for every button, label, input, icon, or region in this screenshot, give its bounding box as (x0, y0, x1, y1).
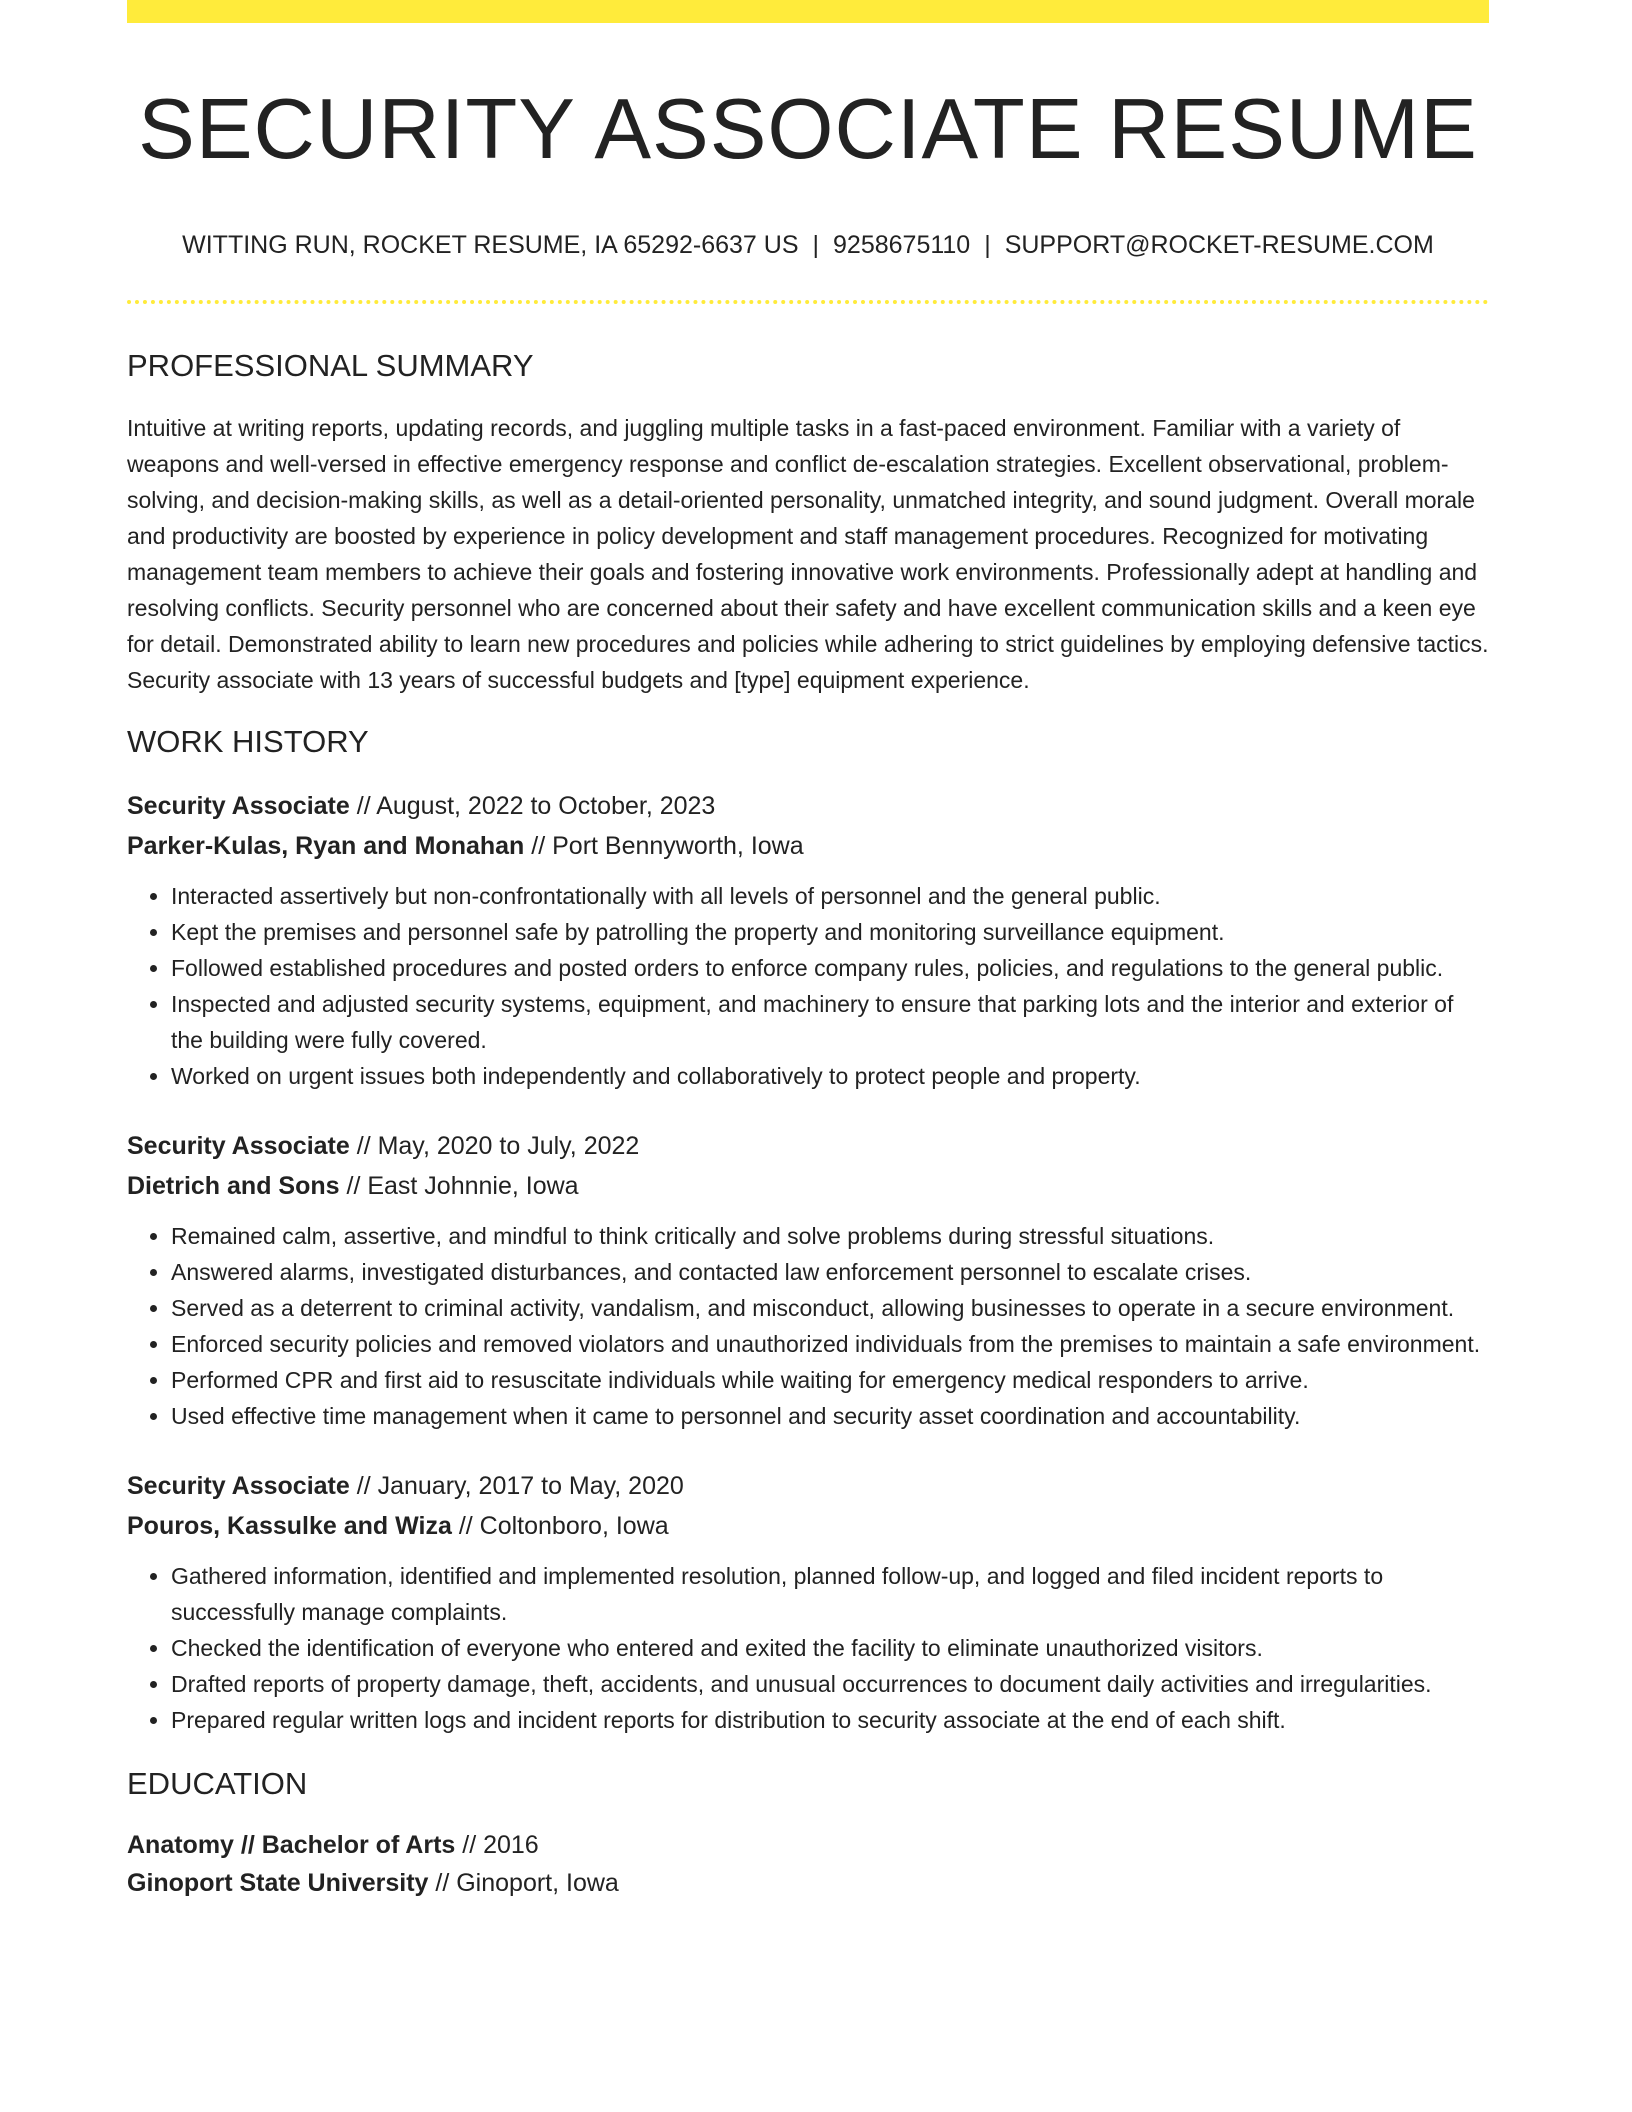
job-company-line (127, 826, 1489, 866)
resume-title: SECURITY ASSOCIATE RESUME (138, 82, 1478, 177)
contact-email: SUPPORT@ROCKET-RESUME.COM (1004, 231, 1434, 259)
job-bullet: • Kept the premises and personnel safe by patrolling the property and monitoring surveillance equipment. (171, 914, 1489, 950)
job-bullet: • Inspected and adjusted security systems, equipment, and machinery to ensure that parking lots and the interior and exterior of the building were fully covered. (171, 986, 1489, 1058)
job-bullet: • Followed established procedures and posted orders to enforce company rules, policies, and regulations to the general public. (171, 950, 1489, 986)
dotted-divider (127, 300, 1489, 304)
job-location: // Coltonboro, Iowa (451, 1512, 669, 1541)
top-accent-bar (127, 0, 1489, 23)
education-location: // Ginoport, Iowa (428, 1869, 619, 1898)
job-entry (127, 1126, 1489, 1434)
contact-address: WITTING RUN, ROCKET RESUME, IA 65292-6637 US (182, 231, 799, 259)
job-bullet: • Interacted assertively but non-confrontationally with all levels of personnel and the general public. (171, 878, 1489, 914)
job-bullets (127, 878, 1489, 1094)
job-title-line (127, 786, 1489, 826)
education-heading: EDUCATION (127, 1766, 308, 1802)
education-year: // 2016 (455, 1831, 539, 1860)
contact-line (127, 229, 1489, 262)
job-bullets (127, 1558, 1489, 1738)
contact-separator: | (984, 231, 991, 259)
job-dates: // January, 2017 to May, 2020 (349, 1472, 684, 1501)
job-dates: // August, 2022 to October, 2023 (349, 792, 716, 821)
job-bullet: • Answered alarms, investigated disturbances, and contacted law enforcement personnel to escalate crises. (171, 1254, 1489, 1290)
work-history-heading: WORK HISTORY (127, 723, 369, 759)
job-location: // East Johnnie, Iowa (339, 1172, 579, 1201)
job-title: Security Associate (127, 792, 350, 821)
work-history-section (127, 722, 1489, 1738)
job-bullet: • Performed CPR and first aid to resuscitate individuals while waiting for emergency medical responders to arrive. (171, 1362, 1489, 1398)
education-school-line (127, 1864, 1489, 1902)
job-bullet: • Remained calm, assertive, and mindful to think critically and solve problems during stressful situations. (171, 1218, 1489, 1254)
education-entry (127, 1826, 1489, 1902)
education-degree-line (127, 1826, 1489, 1864)
education-degree: Anatomy // Bachelor of Arts (127, 1831, 456, 1860)
job-bullet: • Prepared regular written logs and incident reports for distribution to security associate at the end of each shift. (171, 1702, 1489, 1738)
job-company-line (127, 1166, 1489, 1206)
job-bullets (127, 1218, 1489, 1434)
contact-phone: 9258675110 (833, 231, 971, 259)
contact-separator: | (812, 231, 820, 259)
job-company: Dietrich and Sons (127, 1172, 340, 1201)
education-school: Ginoport State University (127, 1869, 429, 1898)
job-bullet: • Enforced security policies and removed violators and unauthorized individuals from the premises to maintain a safe environment. (171, 1326, 1489, 1362)
job-title-line (127, 1466, 1489, 1506)
job-dates: // May, 2020 to July, 2022 (349, 1132, 640, 1161)
summary-heading: PROFESSIONAL SUMMARY (127, 347, 534, 383)
job-title: Security Associate (127, 1472, 350, 1501)
job-location: // Port Bennyworth, Iowa (524, 832, 804, 861)
job-company-line (127, 1506, 1489, 1546)
summary-section (127, 346, 1489, 698)
job-title: Security Associate (127, 1132, 350, 1161)
job-bullet: • Worked on urgent issues both independently and collaboratively to protect people and property. (171, 1058, 1489, 1094)
job-bullet: • Gathered information, identified and implemented resolution, planned follow-up, and logged and filed incident reports to successfully manage complaints. (171, 1558, 1489, 1630)
summary-text: Intuitive at writing reports, updating records, and juggling multiple tasks in a fast-paced environment. Familiar with a variety of weapons and well-versed in effective emergency response and conflict de-escalation strategies. Excellent observational, problem-solving, and decision-making skills, as well as a detail-oriented personality, unmatched integrity, and sound judgment. Overall morale and productivity are boosted by experience in policy development and staff management procedures. Recognized for motivating management team members to achieve their goals and fostering innovative work environments. Professionally adept at handling and resolving conflicts. Security personnel who are concerned about their safety and have excellent communication skills and a keen eye for detail. Demonstrated ability to learn new procedures and policies while adhering to strict guidelines by employing defensive tactics. Security associate with 13 years of successful budgets and [type] equipment experience. (127, 414, 1489, 693)
job-bullet: • Checked the identification of everyone who entered and exited the facility to eliminate unauthorized visitors. (171, 1630, 1489, 1666)
resume-page (127, 0, 1489, 1902)
job-company: Pouros, Kassulke and Wiza (127, 1512, 452, 1541)
job-entry (127, 786, 1489, 1094)
job-entry (127, 1466, 1489, 1738)
job-bullet: • Served as a deterrent to criminal activity, vandalism, and misconduct, allowing businesses to operate in a secure environment. (171, 1290, 1489, 1326)
job-title-line (127, 1126, 1489, 1166)
job-bullet: • Used effective time management when it came to personnel and security asset coordination and accountability. (171, 1398, 1489, 1434)
education-section (127, 1764, 1489, 1902)
job-company: Parker-Kulas, Ryan and Monahan (127, 832, 525, 861)
job-bullet: • Drafted reports of property damage, theft, accidents, and unusual occurrences to document daily activities and irregularities. (171, 1666, 1489, 1702)
